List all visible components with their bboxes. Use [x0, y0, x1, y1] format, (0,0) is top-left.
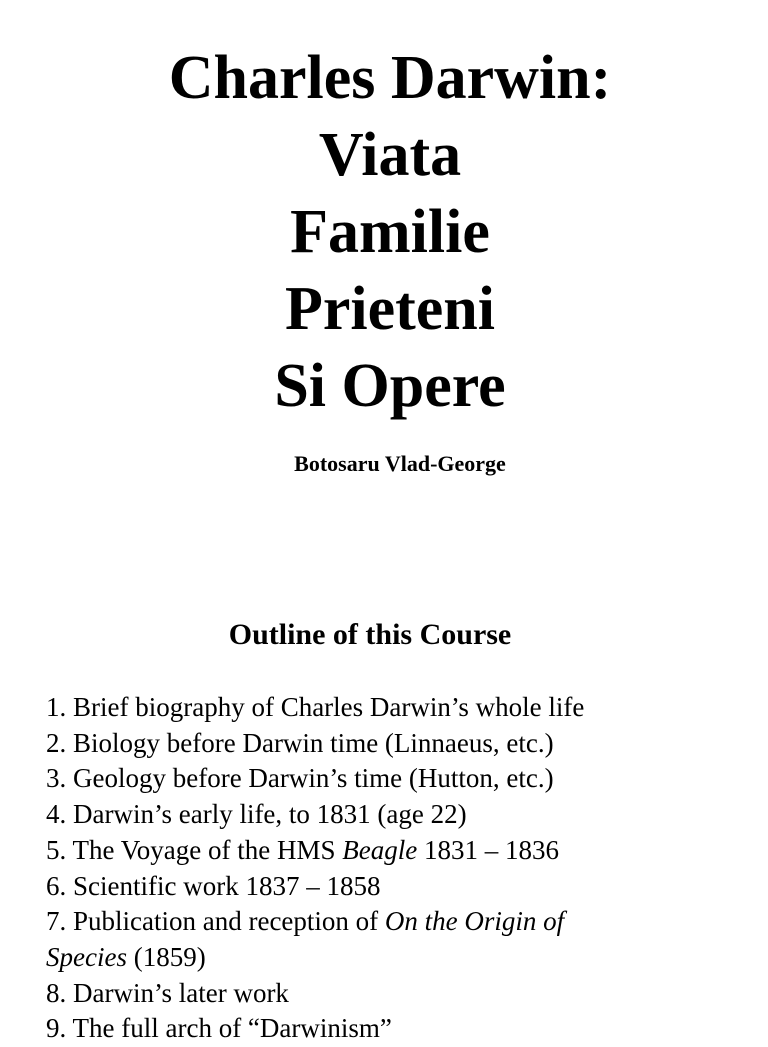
outline-item-7: [46, 904, 746, 940]
outline-item-6: 6. Scientific work 1837 – 1858: [46, 870, 381, 901]
outline-item-5-ship: Beagle: [342, 834, 418, 865]
outline-item-1: 1. Brief biography of Charles Darwin’s whole life: [46, 692, 585, 722]
title-line-5: Si Opere: [274, 352, 506, 420]
outline-heading: Outline of this Course: [228, 618, 512, 651]
outline-item-7-year: (1859): [126, 941, 206, 972]
title-block: [0, 40, 768, 425]
outline-item-7-book-title: On the Origin of: [384, 906, 565, 937]
outline-item-5: [46, 833, 746, 869]
outline-item-5-years: 1831 – 1836: [417, 834, 559, 865]
outline-item-9: 9. The full arch of “Darwinism”: [46, 1013, 392, 1044]
outline-list: [46, 690, 746, 1047]
outline-item-5-text: 5. The Voyage of the HMS: [46, 834, 343, 865]
outline-item-4: 4. Darwin’s early life, to 1831 (age 22): [46, 799, 467, 830]
outline-item-8: 8. Darwin’s later work: [46, 977, 289, 1008]
title-line-3: Familie: [290, 198, 490, 266]
outline-item-7-book-title-end: Species: [46, 941, 127, 972]
title-line-1: Charles Darwin:: [168, 44, 612, 112]
outline-item-7-continued: [46, 940, 746, 976]
title-line-2: Viata: [318, 121, 462, 189]
outline-item-3: 3. Geology before Darwin’s time (Hutton, etc.): [46, 763, 554, 794]
outline-item-7-text: 7. Publication and reception of: [46, 906, 385, 937]
author-name: Botosaru Vlad-George: [294, 451, 506, 476]
outline-item-2: 2. Biology before Darwin time (Linnaeus, etc.): [46, 727, 554, 758]
title-line-4: Prieteni: [284, 275, 495, 343]
